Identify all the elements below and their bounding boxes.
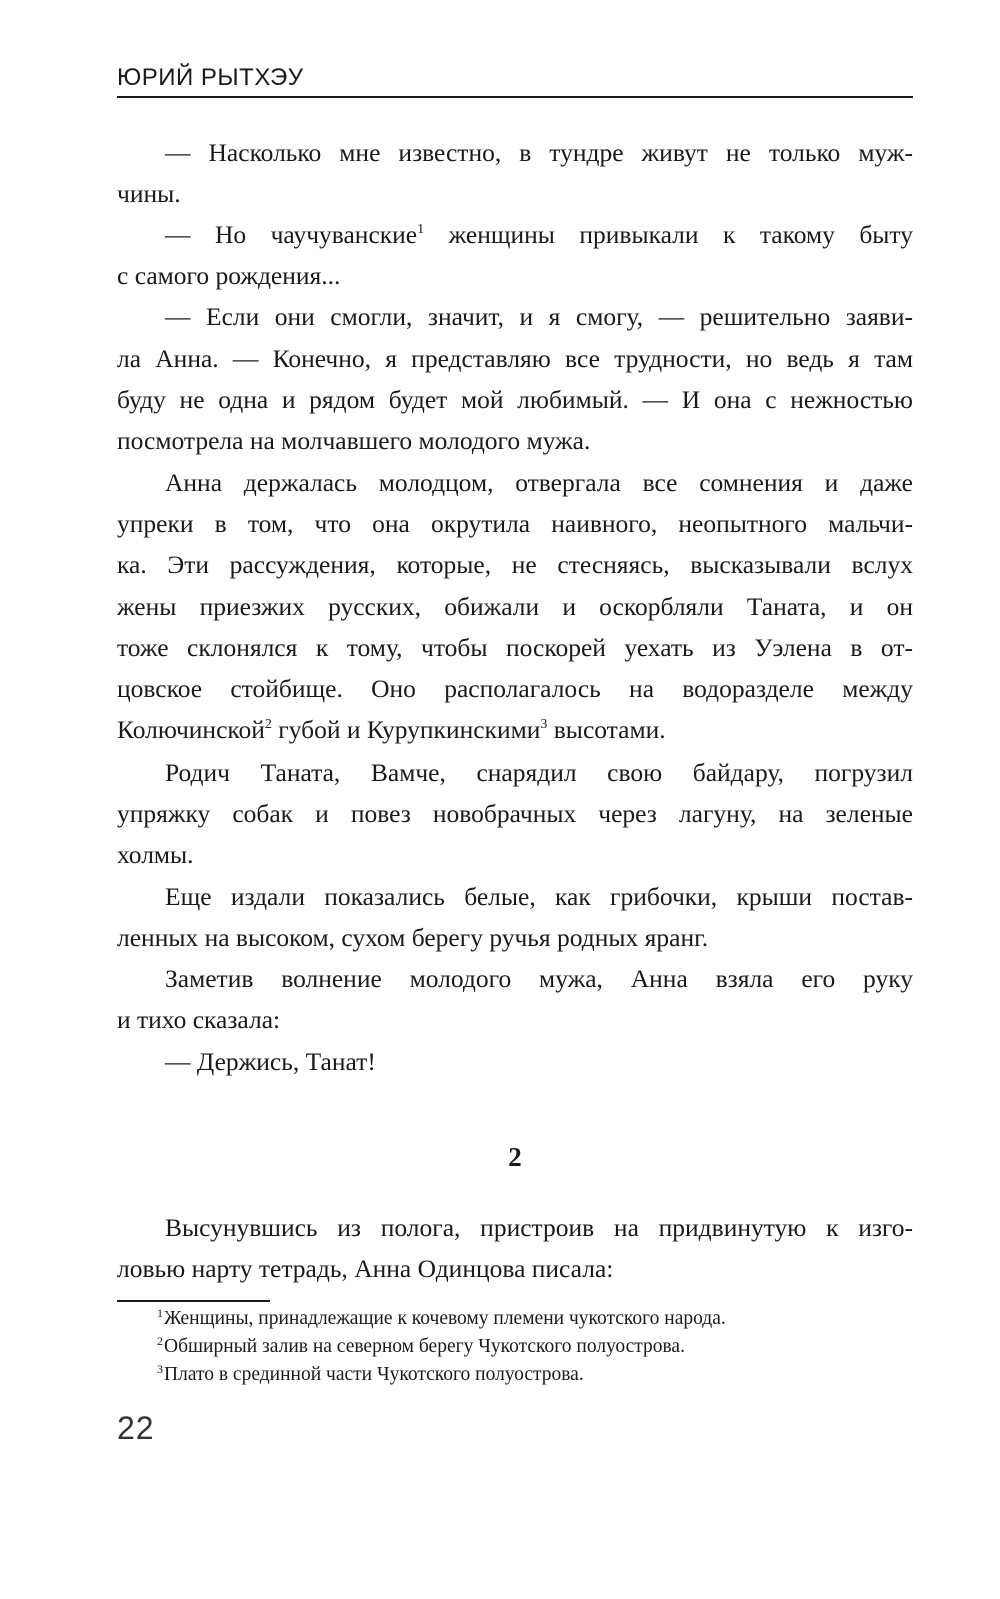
running-head-title: ЮРИЙ РЫТХЭУ (117, 64, 304, 91)
text-line: Колючинской$^2$ губой и Курупкинскими$^3$ высотами. (117, 715, 666, 744)
text-line: — Если они смогли, значит, и я смогу, — решительно заяви- (165, 302, 913, 331)
footnote-ref: 3 (540, 717, 548, 732)
text-line: Еще издали показались белые, как грибочки, крыши постав- (165, 882, 913, 911)
text-line: холмы. (117, 840, 194, 869)
text-line: цовское стойбище. Оно располагалось на водоразделе между (117, 674, 913, 703)
text-line: и тихо сказала: (117, 1005, 281, 1034)
footnote-mark: 2 (157, 1334, 163, 1348)
footnote: $^2$Обширный залив на северном берегу Чукотского полуострова. (157, 1334, 685, 1357)
text-line: упреки в том, что она окрутила наивного, неопытного мальчи- (117, 509, 913, 538)
text-line: жены приезжих русских, обижали и оскорбляли Таната, и он (117, 592, 913, 621)
footnote: $^3$Плато в срединной части Чукотского полуострова. (157, 1362, 584, 1385)
footnote-divider (117, 1300, 270, 1302)
text-line: ловью нарту тетрадь, Анна Одинцова писала: (117, 1254, 614, 1283)
footnote-mark: 1 (157, 1306, 163, 1320)
text-line: — Держись, Танат! (165, 1047, 376, 1076)
footnote-ref: 2 (264, 717, 272, 732)
text-line: тоже склонялся к тому, чтобы поскорей уехать из Уэлена в от- (117, 633, 913, 662)
text-line: — Но чаучуванские$^1$ женщины привыкали к такому быту (165, 220, 913, 249)
text-line: посмотрела на молчавшего молодого мужа. (117, 426, 591, 455)
text-line: Анна держалась молодцом, отвергала все сомнения и даже (165, 468, 913, 497)
footnote-ref: 1 (417, 222, 425, 237)
footnote: $^1$Женщины, принадлежащие к кочевому племени чукотского народа. (157, 1306, 726, 1329)
text-line: упряжку собак и повез новобрачных через лагуну, на зеленые (117, 799, 913, 828)
running-head (117, 52, 913, 98)
text-line: — Насколько мне известно, в тундре живут не только муж- (165, 138, 913, 167)
text-line: Заметив волнение молодого мужа, Анна взяла его руку (165, 964, 913, 993)
text-line: чины. (117, 179, 181, 208)
section-number: 2 (508, 1142, 522, 1172)
footnote-mark: 3 (157, 1362, 163, 1376)
text-line: Родич Таната, Вамче, снарядил свою байдару, погрузил (165, 758, 913, 787)
text-line: ла Анна. — Конечно, я представляю все трудности, но ведь я там (117, 344, 913, 373)
text-line: ленных на высоком, сухом берегу ручья родных яранг. (117, 923, 709, 952)
text-line: буду не одна и рядом будет мой любимый. — И она с нежностью (117, 385, 913, 414)
text-line: ка. Эти рассуждения, которые, не стесняясь, высказывали вслух (117, 550, 913, 579)
text-line: Высунувшись из полога, пристроив на придвинутую к изго- (165, 1213, 913, 1242)
text-line: с самого рождения... (117, 261, 341, 290)
page-number: 22 (117, 1410, 155, 1446)
